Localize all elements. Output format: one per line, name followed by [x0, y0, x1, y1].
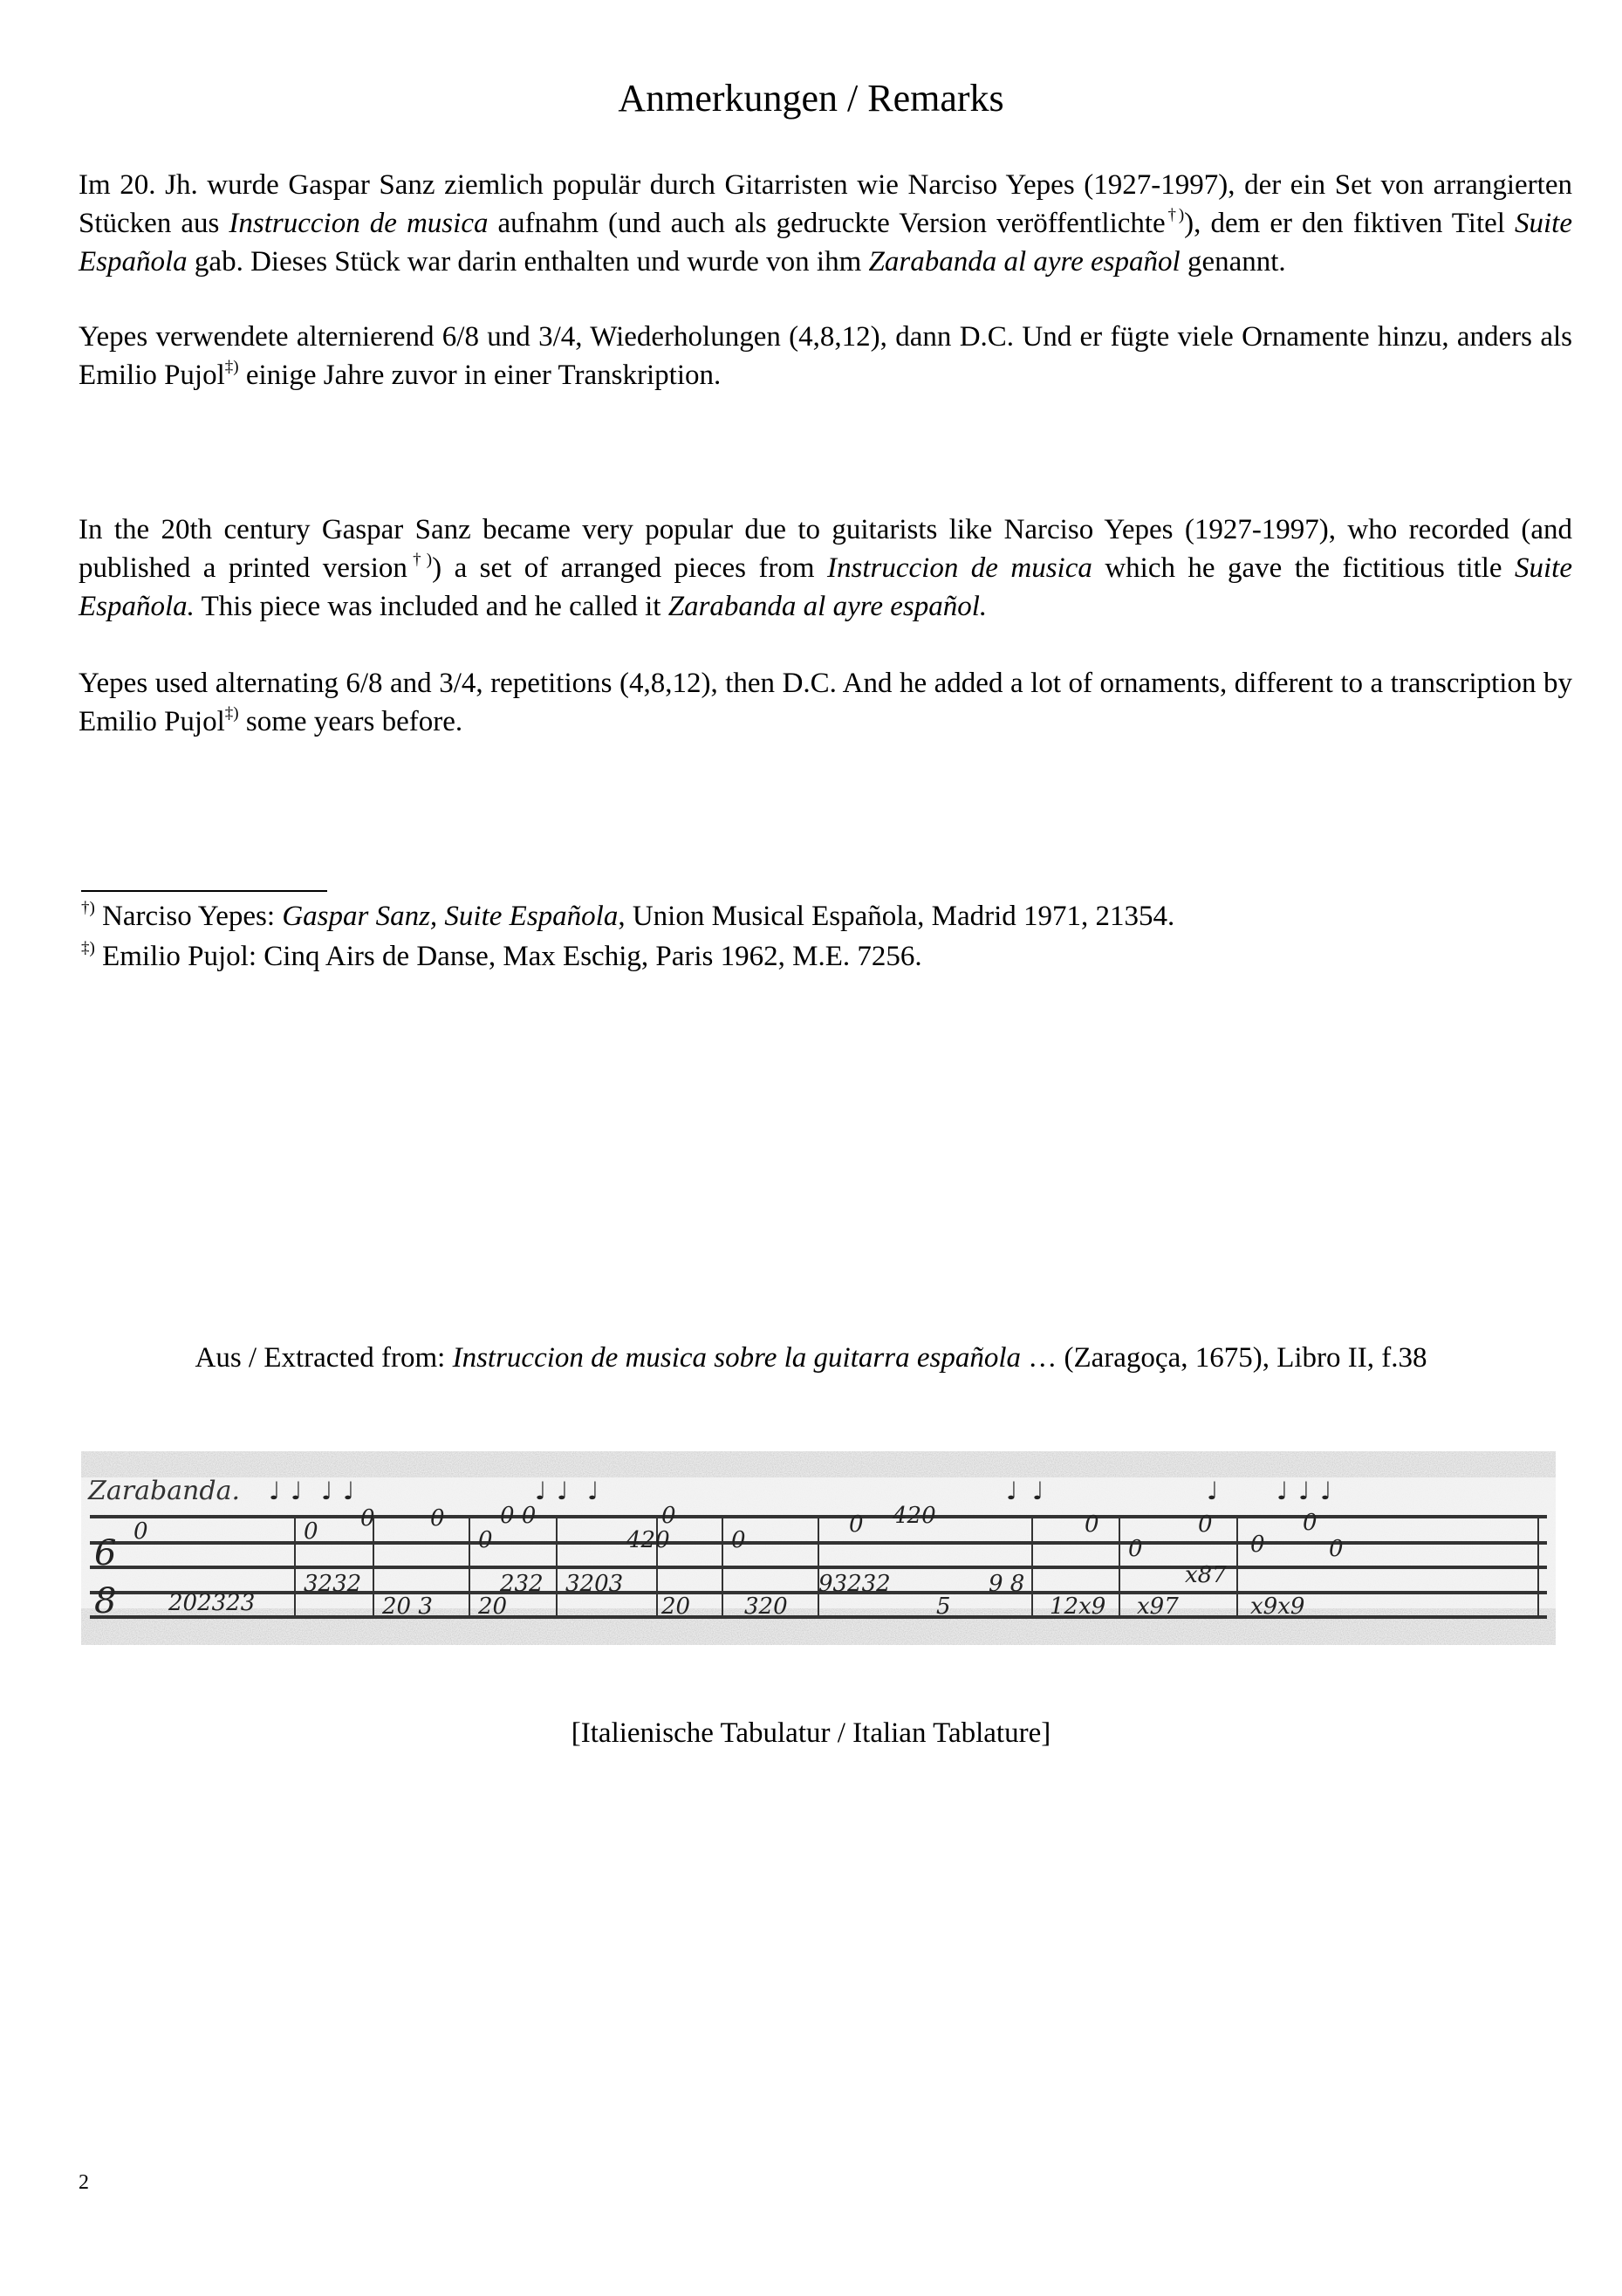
- tab-glyph: 0: [1085, 1511, 1099, 1538]
- text-run: gab. Dieses Stück war darin enthalten und wurde von ihm: [187, 246, 869, 278]
- tab-glyph: x9x9: [1250, 1593, 1305, 1620]
- tab-glyph: 20: [478, 1593, 508, 1620]
- footnote-marker: †): [407, 551, 433, 569]
- italic-text: Gaspar Sanz, Suite Española: [282, 901, 619, 932]
- tab-glyph: 420: [893, 1503, 936, 1529]
- tab-glyph: 420: [626, 1527, 670, 1553]
- tab-glyph: 0: [1128, 1536, 1143, 1562]
- source-line: [0, 1339, 1622, 1377]
- footnote-marker: ‡): [81, 939, 95, 957]
- tab-glyph: 0: [661, 1503, 676, 1529]
- italic-text: Suite Española.: [79, 552, 1572, 622]
- text-run: … (Zaragoça, 1675), Libro II, f.38: [1021, 1342, 1427, 1374]
- text-run: Im 20. Jh. wurde Gaspar Sanz ziemlich populär durch Gitarristen wie Narciso Yepes (1927-1997), der ein Set von arrangierten Stücken aus: [79, 169, 1572, 239]
- page-body: [0, 77, 1622, 1752]
- paragraph-de-2: [79, 318, 1572, 394]
- rhythm-note-icon: ♩: [1207, 1477, 1219, 1505]
- rhythm-note-icon: ♩: [321, 1477, 333, 1505]
- tab-glyph: 0: [1303, 1510, 1317, 1536]
- tab-glyph: 0: [430, 1505, 445, 1532]
- rhythm-note-icon: ♩: [269, 1477, 281, 1505]
- tab-glyph: 202323: [168, 1590, 256, 1616]
- rhythm-note-icon: ♩: [291, 1477, 303, 1505]
- paragraph-en-1: [79, 511, 1572, 626]
- text-run: This piece was included and he called it: [194, 591, 668, 622]
- tab-glyph: 5: [936, 1593, 951, 1620]
- tab-glyph: 12x9: [1050, 1593, 1106, 1620]
- rhythm-note-icon: ♩: [535, 1477, 547, 1505]
- tab-glyph: 3203: [565, 1571, 624, 1597]
- tab-glyph: 0: [1250, 1532, 1265, 1558]
- rhythm-note-icon: ♩: [587, 1477, 599, 1505]
- text-run: Yepes verwendete alternierend 6/8 und 3/4, Wiederholungen (4,8,12), dann D.C. Und er fügte viele Ornamente hinzu, anders als Emilio Pujol: [79, 321, 1572, 391]
- text-run: some years before.: [238, 706, 463, 737]
- paragraph-en-2: [79, 664, 1572, 741]
- tab-glyph: 0: [1329, 1536, 1344, 1562]
- rhythm-note-icon: ♩: [1006, 1477, 1018, 1505]
- text-run: Yepes used alternating 6/8 and 3/4, repetitions (4,8,12), then D.C. And he added a lot of ornaments, different to a transcription by Emilio Pujol: [79, 668, 1572, 737]
- tab-glyph: 8: [94, 1581, 117, 1621]
- tab-glyph: 3232: [304, 1571, 362, 1597]
- tab-glyph: x87: [1185, 1562, 1227, 1588]
- italic-text: Instruccion de musica: [827, 552, 1092, 584]
- italic-text: Instruccion de musica: [229, 208, 489, 239]
- tab-glyph: 0: [360, 1505, 375, 1532]
- rhythm-note-icon: ♩: [557, 1477, 569, 1505]
- text-run: ), dem er den fiktiven Titel: [1184, 208, 1516, 239]
- tab-glyph: 20 3: [382, 1593, 433, 1620]
- text-run: Narciso Yepes:: [94, 901, 283, 932]
- italic-text: Zarabanda al ayre español: [868, 246, 1181, 278]
- text-run: ) a set of arranged pieces from: [432, 552, 828, 584]
- tab-glyph: 0: [133, 1518, 148, 1545]
- footnote-marker: †): [81, 899, 95, 917]
- tablature-heading: Zarabanda.: [88, 1476, 240, 1506]
- italic-text: Suite Española: [79, 208, 1572, 278]
- tab-glyph: 0: [849, 1511, 864, 1538]
- footnote-marker: †): [1165, 206, 1185, 224]
- tab-glyph: 0: [478, 1527, 493, 1553]
- text-run: genannt.: [1180, 246, 1286, 278]
- tab-glyph: 0: [731, 1527, 746, 1553]
- footnote-2: [81, 937, 1564, 976]
- text-run: aufnahm (und auch als gedruckte Version veröffentlichte: [488, 208, 1166, 239]
- footnote-marker: ‡): [224, 358, 239, 376]
- text-run: , Union Musical Española, Madrid 1971, 21354.: [618, 901, 1175, 932]
- text-run: Emilio Pujol: Cinq Airs de Danse, Max Eschig, Paris 1962, M.E. 7256.: [94, 941, 922, 972]
- footnote-1: [81, 897, 1564, 936]
- rhythm-note-icon: ♩: [1276, 1477, 1289, 1505]
- footnote-divider: [81, 890, 327, 892]
- tab-glyph: 0 0: [500, 1503, 537, 1529]
- tab-glyph: 0: [304, 1518, 318, 1545]
- tab-glyph: 0: [1198, 1511, 1213, 1538]
- page-number: 2: [79, 2171, 89, 2194]
- tab-glyph: 9 8: [989, 1571, 1025, 1597]
- rhythm-note-icon: ♩: [1298, 1477, 1311, 1505]
- text-run: einige Jahre zuvor in einer Transkription.: [238, 360, 722, 391]
- text-run: In the 20th century Gaspar Sanz became very popular due to guitarists like Narciso Yepes (1927-1997), who recorded (and published a printed version: [79, 514, 1572, 584]
- tab-glyph: x97: [1137, 1593, 1179, 1620]
- tab-glyph: 320: [744, 1593, 788, 1620]
- tab-glyph: 6: [94, 1533, 117, 1573]
- footnote-marker: ‡): [224, 704, 239, 723]
- page-title: Anmerkungen / Remarks: [618, 77, 1004, 120]
- italic-text: Zarabanda al ayre español.: [667, 591, 988, 622]
- rhythm-note-icon: ♩: [1032, 1477, 1044, 1505]
- tab-glyph: 20: [661, 1593, 691, 1620]
- rhythm-note-icon: ♩: [343, 1477, 355, 1505]
- tab-glyph: 232: [500, 1571, 544, 1597]
- paragraph-de-1: [79, 166, 1572, 281]
- tablature-image: [81, 1451, 1556, 1645]
- rhythm-note-icon: ♩: [1320, 1477, 1332, 1505]
- text-run: which he gave the fictitious title: [1092, 552, 1516, 584]
- tablature-caption: [Italienische Tabulatur / Italian Tablature]: [571, 1717, 1051, 1749]
- italic-text: Instruccion de musica sobre la guitarra española: [452, 1342, 1021, 1374]
- tab-glyph: 93232: [818, 1571, 891, 1597]
- text-run: Aus / Extracted from:: [195, 1342, 453, 1374]
